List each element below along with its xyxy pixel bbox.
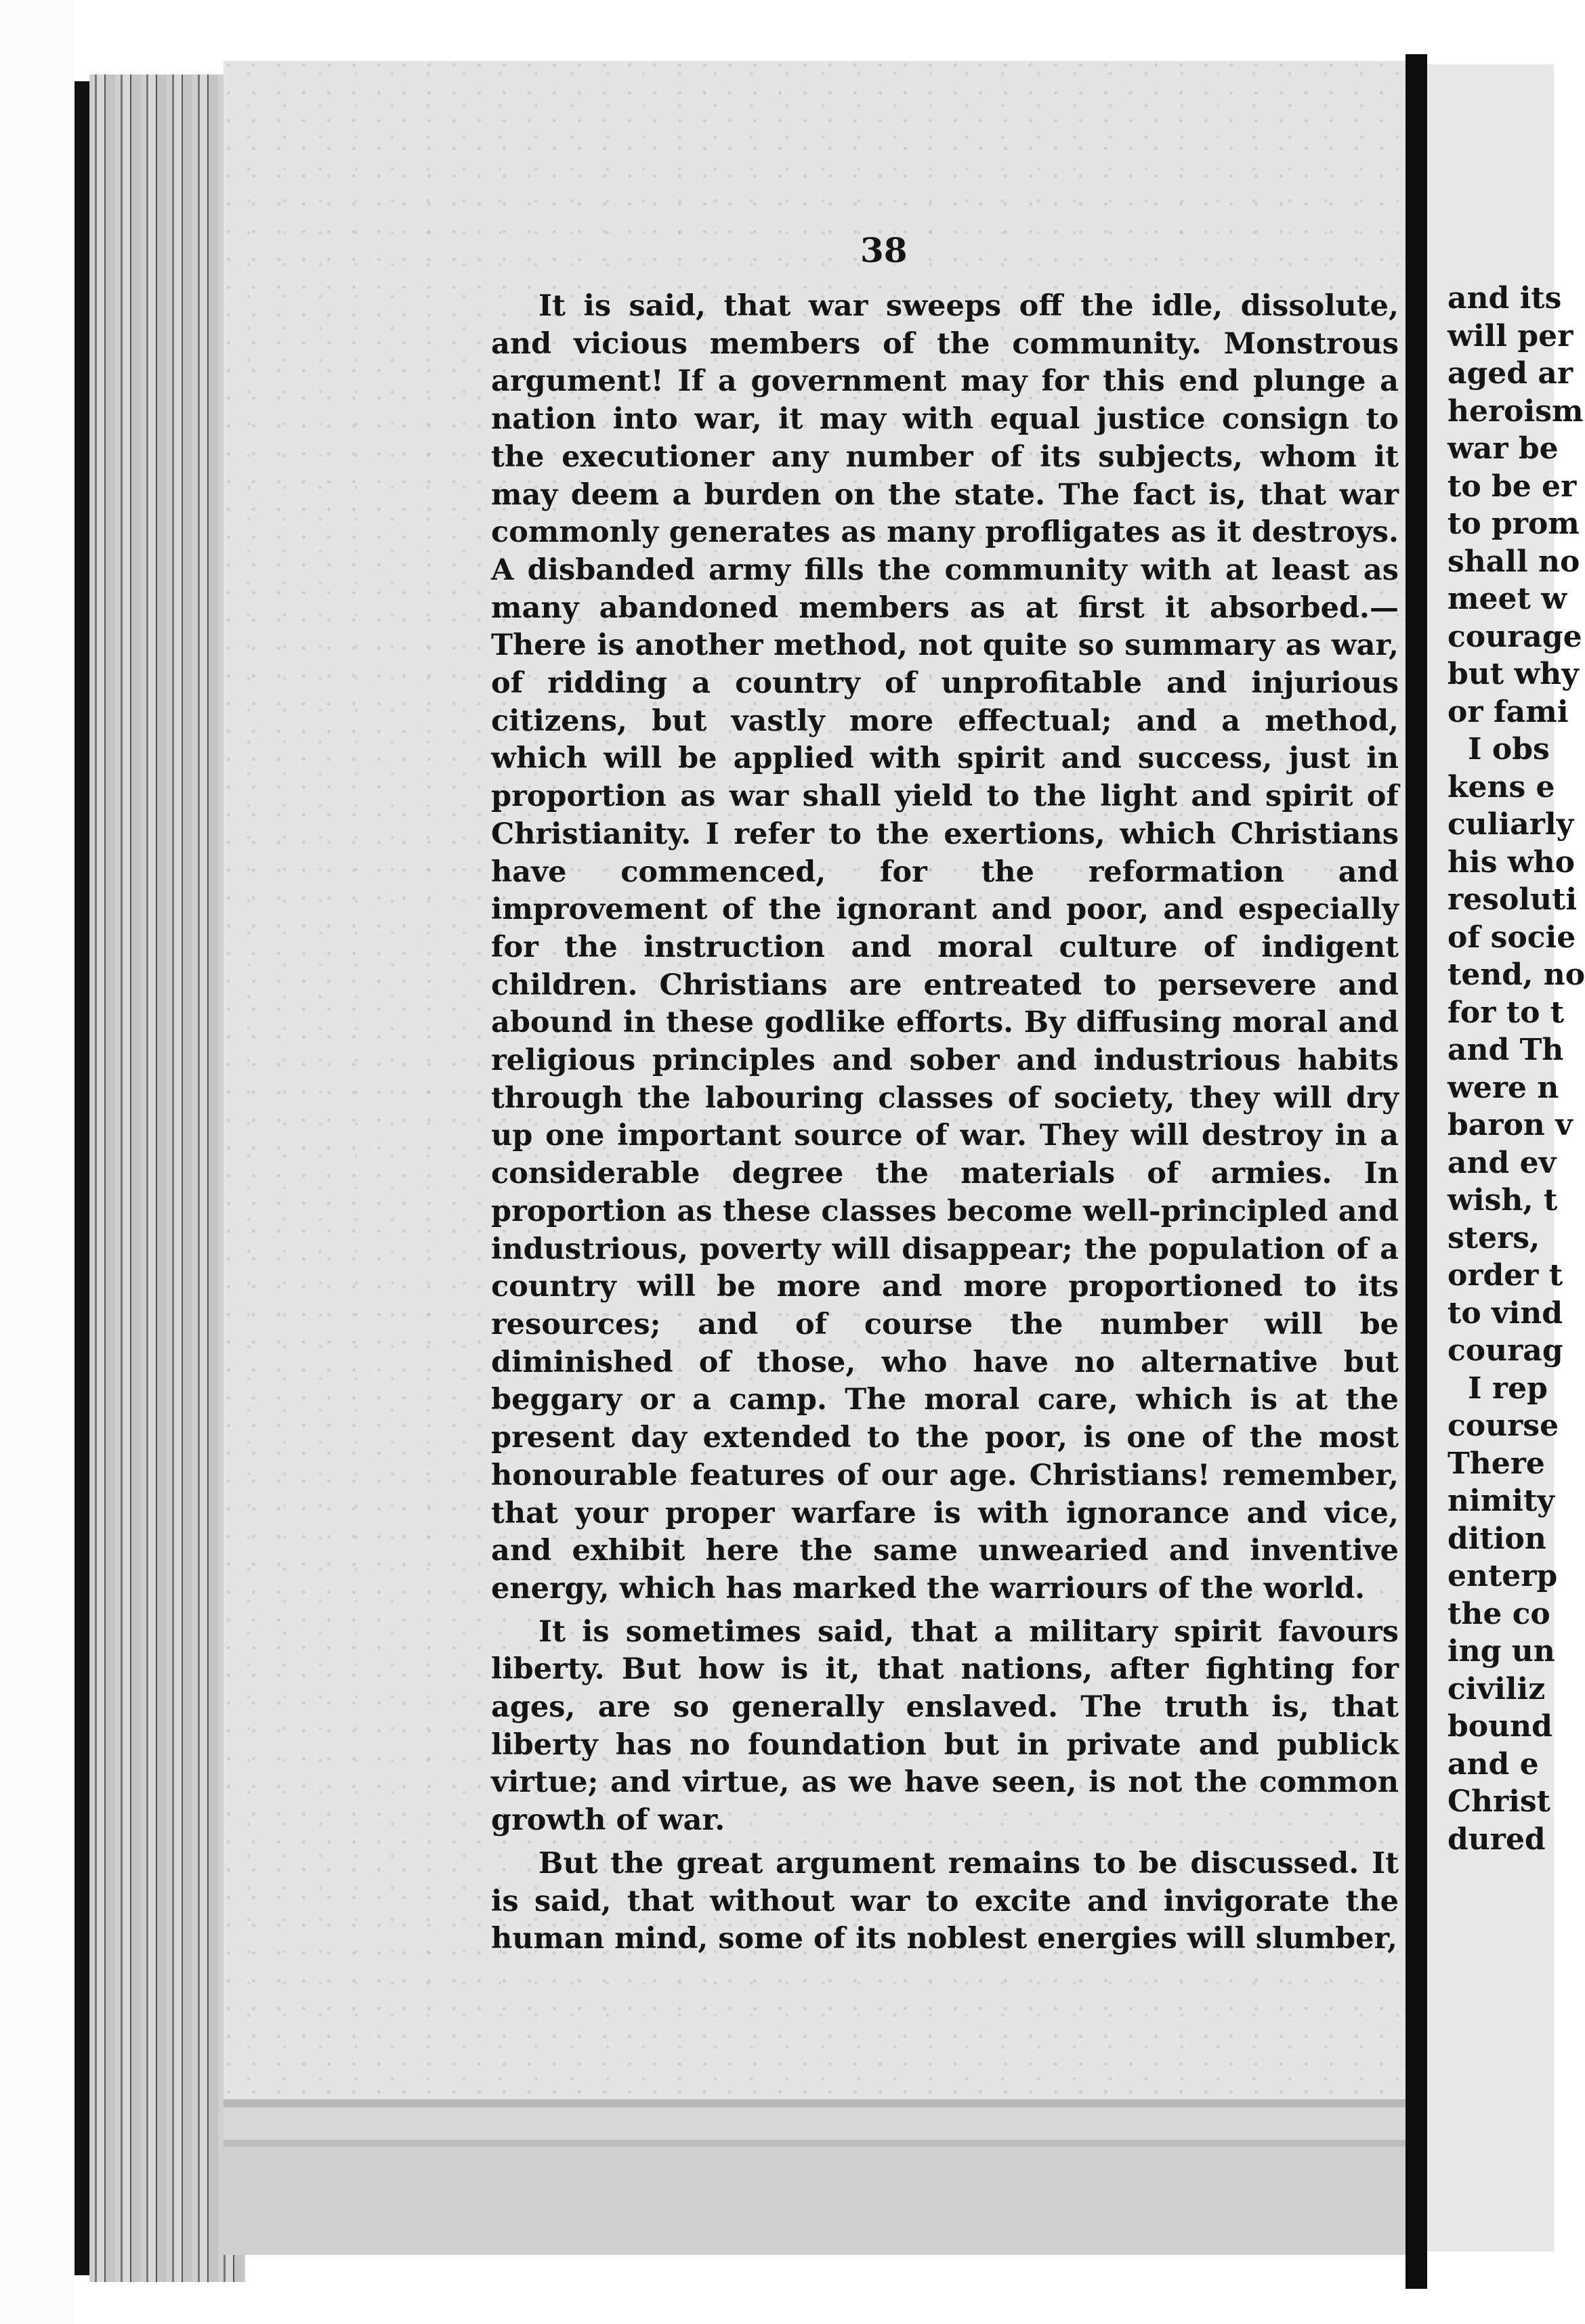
facing-line: his who bbox=[1447, 844, 1576, 880]
facing-line: but why bbox=[1447, 657, 1579, 691]
facing-line: resoluti bbox=[1447, 882, 1578, 917]
facing-line: Christ bbox=[1447, 1784, 1551, 1819]
book-gutter bbox=[1406, 54, 1427, 2289]
facing-line: dured bbox=[1447, 1822, 1546, 1857]
body-text bbox=[491, 288, 1399, 1964]
facing-line: bound bbox=[1447, 1709, 1552, 1744]
facing-line: or fami bbox=[1447, 694, 1569, 729]
facing-line: war be bbox=[1447, 431, 1559, 466]
facing-line: of socie bbox=[1447, 920, 1576, 955]
facing-line: enterp bbox=[1447, 1559, 1558, 1593]
scan-border bbox=[75, 81, 89, 2275]
facing-line: I rep bbox=[1468, 1371, 1548, 1406]
facing-page bbox=[1427, 64, 1585, 2252]
facing-line: and ev bbox=[1447, 1145, 1557, 1180]
facing-line: civiliz bbox=[1447, 1671, 1546, 1706]
page-number: 38 bbox=[860, 230, 908, 270]
facing-line: will per bbox=[1447, 318, 1573, 353]
facing-line: culiarly bbox=[1447, 807, 1574, 842]
facing-line: wish, t bbox=[1447, 1183, 1558, 1218]
facing-line: nimity bbox=[1447, 1484, 1555, 1518]
facing-line: meet w bbox=[1447, 582, 1567, 616]
facing-line: courage bbox=[1447, 619, 1582, 654]
facing-line: course bbox=[1447, 1408, 1559, 1443]
facing-line: order t bbox=[1447, 1258, 1563, 1293]
facing-page-text bbox=[1447, 280, 1585, 1858]
page-bottom-edge bbox=[224, 2099, 1406, 2255]
facing-line: and e bbox=[1447, 1746, 1539, 1782]
facing-line: aged ar bbox=[1447, 356, 1573, 391]
facing-line: dition bbox=[1447, 1521, 1546, 1556]
facing-line: heroism bbox=[1447, 393, 1584, 429]
facing-line: to vind bbox=[1447, 1295, 1563, 1331]
facing-line: baron v bbox=[1447, 1108, 1573, 1142]
facing-line: and its bbox=[1447, 281, 1562, 316]
facing-line: tend, no bbox=[1447, 957, 1585, 992]
facing-line: courag bbox=[1447, 1333, 1563, 1368]
facing-line: I obs bbox=[1468, 732, 1550, 767]
facing-line: sters, bbox=[1447, 1220, 1540, 1255]
book-page-edges bbox=[89, 74, 245, 2282]
paragraph: But the great argument remains to be discussed. It is said, that without war to excite and invigorate the human mind, some of its noblest energies will slumber, bbox=[491, 1846, 1399, 1956]
facing-line: to prom bbox=[1447, 507, 1580, 541]
paragraph: It is sometimes said, that a military spirit favours liberty. But how is it, that nations, after fighting for ages, are so generally enslaved. The truth is, that liberty has no foundation but in private and publick virtue; and virtue, as we have seen, is not the common growth of war. bbox=[491, 1614, 1399, 1838]
facing-line: and Th bbox=[1447, 1033, 1564, 1067]
facing-line: shall no bbox=[1447, 544, 1580, 579]
facing-line: to be er bbox=[1447, 469, 1577, 504]
facing-line: kens e bbox=[1447, 769, 1555, 804]
facing-line: ing un bbox=[1447, 1634, 1555, 1669]
facing-line: the co bbox=[1447, 1596, 1550, 1631]
facing-line: There bbox=[1447, 1446, 1545, 1481]
facing-line: for to t bbox=[1447, 995, 1565, 1030]
scan-margin bbox=[0, 0, 75, 2324]
paragraph: It is said, that war sweeps off the idle, dissolute, and vicious members of the community. Monstrous argument! If a government may for this end plunge a nation into war, it may with equal justice consign to the executioner any number of its subjects, whom it may deem a burden on the state. The fact is, that war commonly generates as many profligates as it destroys. A disbanded army fills the community with at least as many abandoned members as at first it absorbed.—There is another method, not quite so summary as war, of ridding a country of unprofitable and injurious citizens, but vastly more effectual; and a method, which will be applied with spirit and success, just in proportion as war shall yield to the light and spirit of Christianity. I refer to the exertions, which Christians have commenced, for the reformation and improvement of the ignorant and poor, and especially for the instruction and moral culture of indigent children. Christians are entreated to persevere and abound in these godlike efforts. By diffusing moral and religious principles and sober and industrious habits through the labouring classes of society, they will dry up one important source of war. They will destroy in a considerable degree the materials of armies. In proportion as these classes become well-principled and industrious, poverty will disappear; the population of a country will be more and more proportioned to its resources; and of course the number will be diminished of those, who have no alternative but beggary or a camp. The moral care, which is at the present day extended to the poor, is one of the most honourable features of our age. Christians! remember, that your proper warfare is with ignorance and vice, and exhibit here the same unwearied and inventive energy, which has marked the warriours of the world. bbox=[491, 289, 1399, 1606]
facing-line: were n bbox=[1447, 1070, 1559, 1105]
